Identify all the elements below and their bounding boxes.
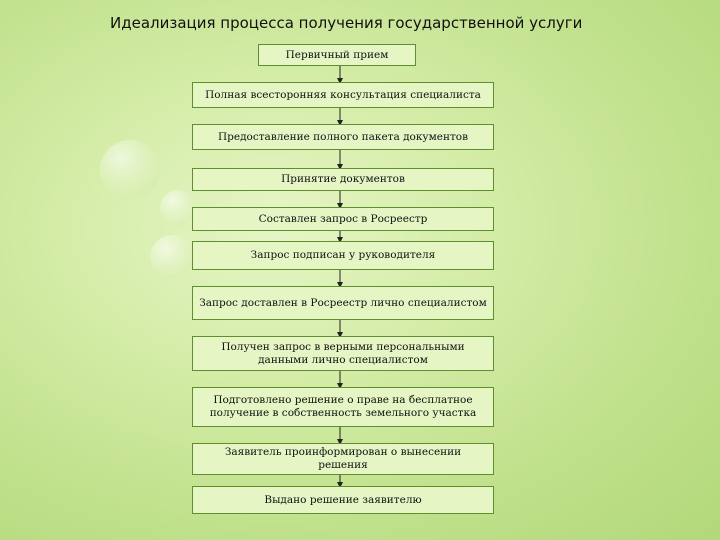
flow-step-7: Запрос доставлен в Росреестр лично специалистом — [192, 286, 494, 320]
flow-step-10: Заявитель проинформирован о вынесении решения — [192, 443, 494, 475]
flow-step-9: Подготовлено решение о праве на бесплатное получение в собственность земельного участка — [192, 387, 494, 427]
flow-step-4: Принятие документов — [192, 168, 494, 191]
flow-step-11: Выдано решение заявителю — [192, 486, 494, 514]
flow-step-5: Составлен запрос в Росреестр — [192, 207, 494, 231]
page-title: Идеализация процесса получения государственной услуги — [110, 14, 583, 32]
flow-step-3: Предоставление полного пакета документов — [192, 124, 494, 150]
flow-step-1: Первичный прием — [258, 44, 416, 66]
flow-step-8: Получен запрос в верными персональными данными лично специалистом — [192, 336, 494, 371]
flow-step-2: Полная всесторонняя консультация специалиста — [192, 82, 494, 108]
flow-step-6: Запрос подписан у руководителя — [192, 241, 494, 270]
